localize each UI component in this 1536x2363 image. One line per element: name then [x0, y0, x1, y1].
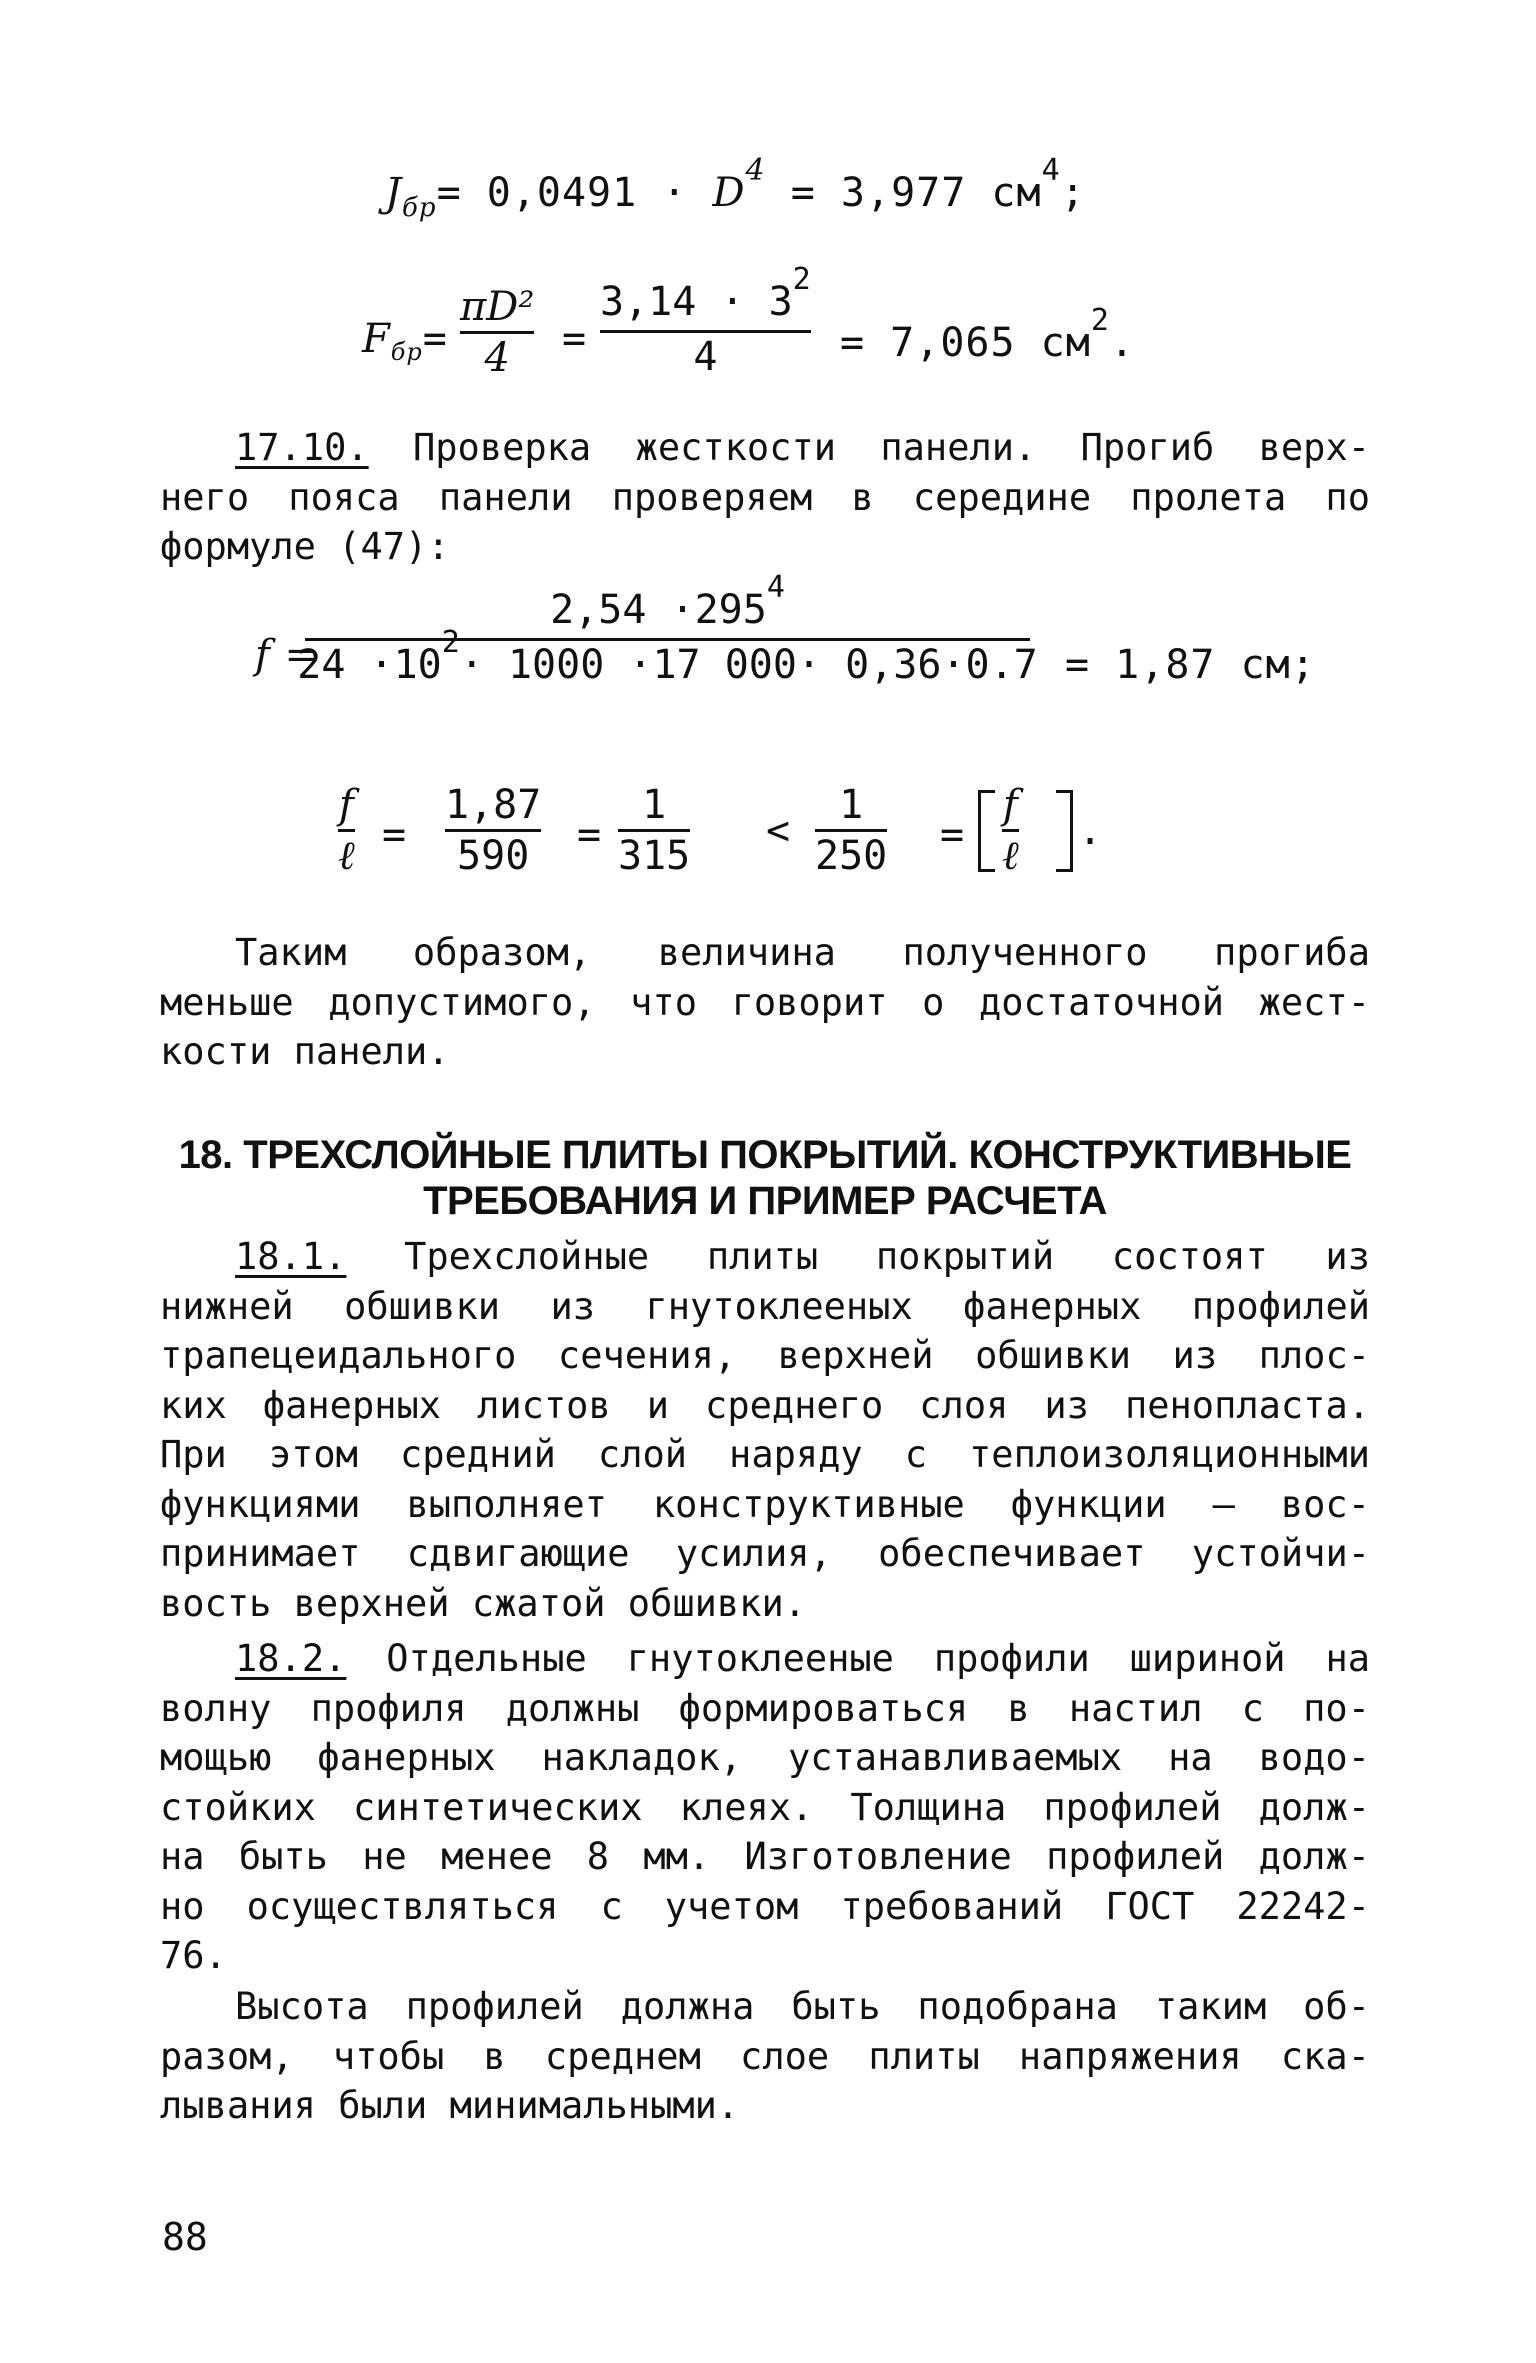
paragraph-line: Проверка жесткости панели. Прогиб верх- — [413, 426, 1370, 469]
formula-4-frac-1 — [445, 783, 541, 878]
section-18-2-number: 18.2. — [235, 1637, 347, 1680]
formula-2-frac-1 — [460, 285, 534, 380]
formula-4-frac-2 — [618, 783, 690, 878]
formula-2-frac-2 — [600, 262, 811, 380]
formula-2-result — [840, 303, 1135, 366]
fraction-bar — [1002, 829, 1019, 832]
paragraph-line: ких фанерных листов и среднего слоя из пенопласта. — [160, 1383, 1370, 1427]
formula-4-frac-4-num: f — [1002, 782, 1018, 828]
formula-4-lhs-den: ℓ — [338, 833, 355, 879]
formula-1-d: D — [712, 170, 746, 216]
right-bracket — [1056, 790, 1073, 872]
paragraph-line: стойких синтетических клеях. Толщина профилей долж- — [160, 1785, 1370, 1829]
formula-3-result: = 1,87 см; — [1065, 642, 1316, 688]
formula-4-less-than: < — [766, 808, 792, 854]
paragraph-line: него пояса панели проверяем в середине пролета по — [160, 475, 1370, 519]
formula-3-num-exp: 4 — [766, 570, 785, 605]
formula-2-tail: . — [1109, 320, 1135, 366]
formula-3-den-b: · 1000 ·17 000· 0,36·0.7 — [459, 642, 1038, 688]
section-17-10-paragraph — [160, 423, 1370, 572]
formula-2-frac-1-num: πD² — [460, 284, 535, 330]
formula-2-frac-2-num: 3,14 · 3 — [600, 279, 793, 325]
formula-3-den-a: 24 ·10 — [297, 642, 442, 688]
formula-2-eq: = — [422, 316, 448, 362]
formula-4-frac-3 — [815, 783, 887, 878]
paragraph-line: нижней обшивки из гнутоклееных фанерных профилей — [160, 1284, 1370, 1328]
paragraph-line: функциями выполняет конструктивные функции – вос- — [160, 1482, 1370, 1526]
fraction-bar — [305, 638, 1030, 641]
formula-4-eq-1: = — [382, 812, 408, 858]
formula-1-lhs-sub: бр — [402, 193, 437, 223]
paragraph-line: мощью фанерных накладок, устанавливаемых на водо- — [160, 1736, 1370, 1779]
formula-4-frac-3-den: 250 — [815, 833, 888, 879]
paragraph-line: 76. — [160, 1934, 227, 1977]
formula-1-result: = 3,977 см — [790, 170, 1042, 216]
page-number: 88 — [162, 2215, 208, 2259]
section-18-1-number: 18.1. — [235, 1235, 347, 1278]
section-18-1-paragraph — [160, 1232, 1370, 1628]
profile-height-paragraph — [160, 1982, 1370, 2131]
conclusion-paragraph — [160, 928, 1370, 1077]
fraction-bar — [600, 330, 811, 333]
formula-area-lhs — [362, 316, 448, 366]
formula-4-eq-2: = — [577, 812, 603, 858]
formula-4-frac-2-den: 315 — [618, 833, 691, 879]
formula-2-frac-2-num-exp: 2 — [792, 262, 811, 297]
paragraph-line: принимает сдвигающие усилия, обеспечивает устойчи- — [160, 1532, 1370, 1575]
formula-4-tail: . — [1078, 808, 1104, 854]
paragraph-line: Таким образом, величина полученного прогиба — [235, 931, 1370, 974]
formula-4-frac-3-num: 1 — [839, 782, 864, 828]
formula-3-lhs: f = — [255, 632, 320, 678]
paragraph-line: Трехслойные плиты покрытий состоят из — [404, 1235, 1370, 1278]
fraction-bar — [445, 829, 541, 832]
paragraph-line: волну профиля должны формироваться в настил с по- — [160, 1686, 1370, 1730]
section-18-2-paragraph — [160, 1634, 1370, 1981]
fraction-bar — [618, 829, 690, 832]
paragraph-line: формуле (47): — [160, 525, 450, 568]
formula-3-den-exp: 2 — [441, 625, 460, 660]
formula-4-frac-1-num: 1,87 — [445, 782, 542, 828]
paragraph-line: Высота профилей должна быть подобрана таким об- — [235, 1985, 1370, 2028]
paragraph-line: разом, чтобы в среднем слое плиты напряжения ска- — [160, 2034, 1370, 2078]
fraction-bar — [338, 829, 355, 832]
formula-1-result-exp: 4 — [1041, 153, 1061, 188]
formula-4-frac-2-num: 1 — [642, 782, 667, 828]
formula-1-tail: ; — [1060, 170, 1086, 216]
formula-2-result-exp: 2 — [1090, 303, 1110, 338]
section-18-heading — [160, 1132, 1370, 1224]
paragraph-line: При этом средний слой наряду с теплоизоляционными — [160, 1433, 1370, 1476]
paragraph-line: кости панели. — [160, 1030, 450, 1073]
paragraph-line: трапецеидального сечения, верхней обшивки из плос- — [160, 1334, 1370, 1377]
formula-4-lhs-num: f — [338, 782, 354, 828]
section-17-10-number: 17.10. — [235, 426, 369, 469]
formula-2-lhs-sub: бр — [390, 338, 423, 366]
formula-1-d-exp: 4 — [745, 153, 766, 188]
heading-line-2: ТРЕБОВАНИЯ И ПРИМЕР РАСЧЕТА — [423, 1179, 1107, 1223]
formula-2-frac-2-den: 4 — [693, 334, 718, 380]
formula-2-frac-1-den: 4 — [484, 335, 510, 381]
formula-2-lhs: F — [362, 316, 391, 362]
paragraph-line: вость верхней сжатой обшивки. — [160, 1581, 807, 1625]
formula-4-frac-4 — [1002, 783, 1019, 878]
paragraph-line: но осуществляться с учетом требований ГОСТ 22242- — [160, 1884, 1370, 1928]
formula-4-lhs-fraction — [338, 783, 355, 878]
heading-line-1: 18. ТРЕХСЛОЙНЫЕ ПЛИТЫ ПОКРЫТИЙ. КОНСТРУКТИВНЫЕ — [178, 1133, 1352, 1177]
formula-4-frac-1-den: 590 — [457, 833, 530, 879]
formula-4-frac-4-den: ℓ — [1002, 833, 1019, 879]
fraction-bar — [815, 829, 887, 832]
formula-3-deflection-fraction — [297, 570, 1038, 691]
formula-2-eq-2: = — [562, 316, 588, 362]
paragraph-line: на быть не менее 8 мм. Изготовление профилей долж- — [160, 1835, 1370, 1878]
formula-3-num: 2,54 ·295 — [550, 587, 767, 633]
formula-1-lhs: J — [385, 170, 403, 216]
formula-2-result-text: = 7,065 см — [840, 320, 1091, 366]
formula-1-mid: = 0,0491 · — [436, 170, 713, 216]
paragraph-line: Отдельные гнутоклееные профили шириной на — [386, 1637, 1371, 1680]
formula-4-eq-3: = — [940, 812, 966, 858]
left-bracket — [978, 790, 995, 872]
formula-moment-of-inertia — [385, 153, 1086, 223]
fraction-bar — [460, 331, 534, 334]
paragraph-line: меньше допустимого, что говорит о достаточной жест- — [160, 980, 1370, 1024]
paragraph-line: лывания были минимальными. — [160, 2084, 740, 2127]
